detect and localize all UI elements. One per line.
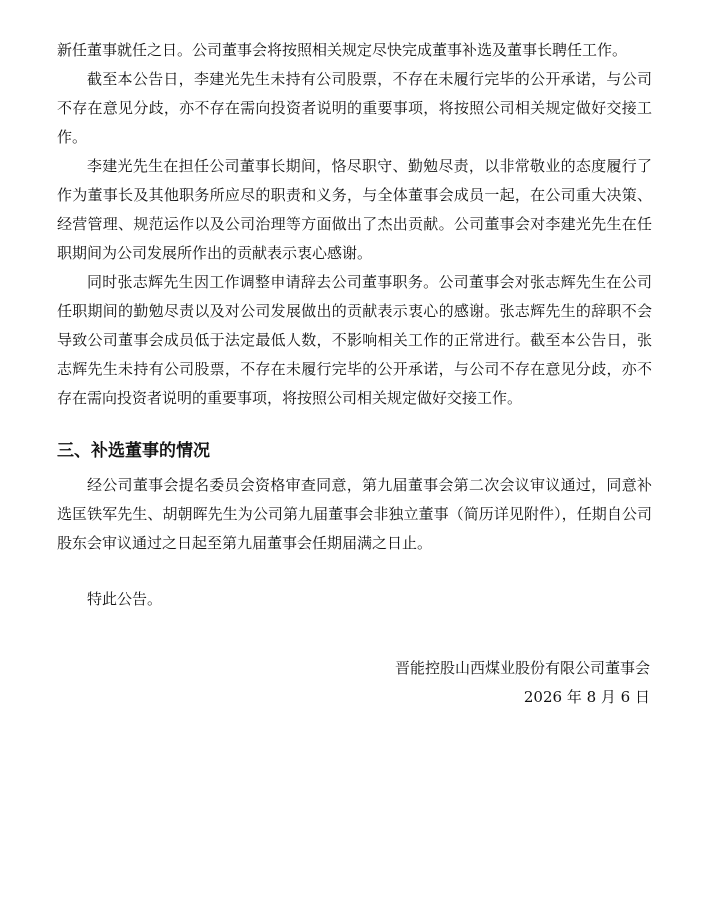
paragraph-zhang-resignation: 同时张志辉先生因工作调整申请辞去公司董事职务。公司董事会对张志辉先生在公司任职期间的勤勉尽责以及对公司发展做出的贡献表示衷心的感谢。张志辉先生的辞职不会导致公司董事会成员低于法定最低人数，不影响相关工作的正常进行。截至本公告日，张志辉先生未持有公司股票，不存在未履行完毕的公开承诺，与公司不存在意见分歧，亦不存在需向投资者说明的重要事项，将按照公司相关规定做好交接工作。 bbox=[57, 273, 652, 407]
paragraph-continuation: 新任董事就任之日。公司董事会将按照相关规定尽快完成董事补选及董事长聘任工作。 bbox=[57, 41, 628, 59]
section-spacer bbox=[57, 413, 652, 437]
signature-block bbox=[57, 654, 652, 712]
paragraph-li-thanks: 李建光先生在担任公司董事长期间，恪尽职守、勤勉尽责，以非常敬业的态度履行了作为董事长及其他职务所应尽的职责和义务，与全体董事会成员一起，在公司重大决策、经营管理、规范运作以及公司治理等方面做出了杰出贡献。公司董事会对李建光先生在任职期间为公司发展所作出的贡献表示衷心感谢。 bbox=[57, 157, 652, 262]
section-heading: 三、补选董事的情况 bbox=[57, 441, 210, 461]
signature-date: 2026 年 8 月 6 日 bbox=[523, 688, 650, 706]
document-page bbox=[57, 36, 652, 712]
paragraph-director-election: 经公司董事会提名委员会资格审查同意，第九届董事会第二次会议审议通过，同意补选匡铁军先生、胡朝晖先生为公司第九届董事会非独立董事（简历详见附件），任期自公司股东会审议通过之日起至第九届董事会任期届满之日止。 bbox=[57, 476, 652, 552]
signature-company: 晋能控股山西煤业股份有限公司董事会 bbox=[394, 659, 650, 677]
closing-text: 特此公告。 bbox=[87, 590, 163, 608]
paragraph-li-shareholding: 截至本公告日，李建光先生未持有公司股票，不存在未履行完毕的公开承诺，与公司不存在意见分歧，亦不存在需向投资者说明的重要事项，将按照公司相关规定做好交接工作。 bbox=[57, 70, 652, 146]
